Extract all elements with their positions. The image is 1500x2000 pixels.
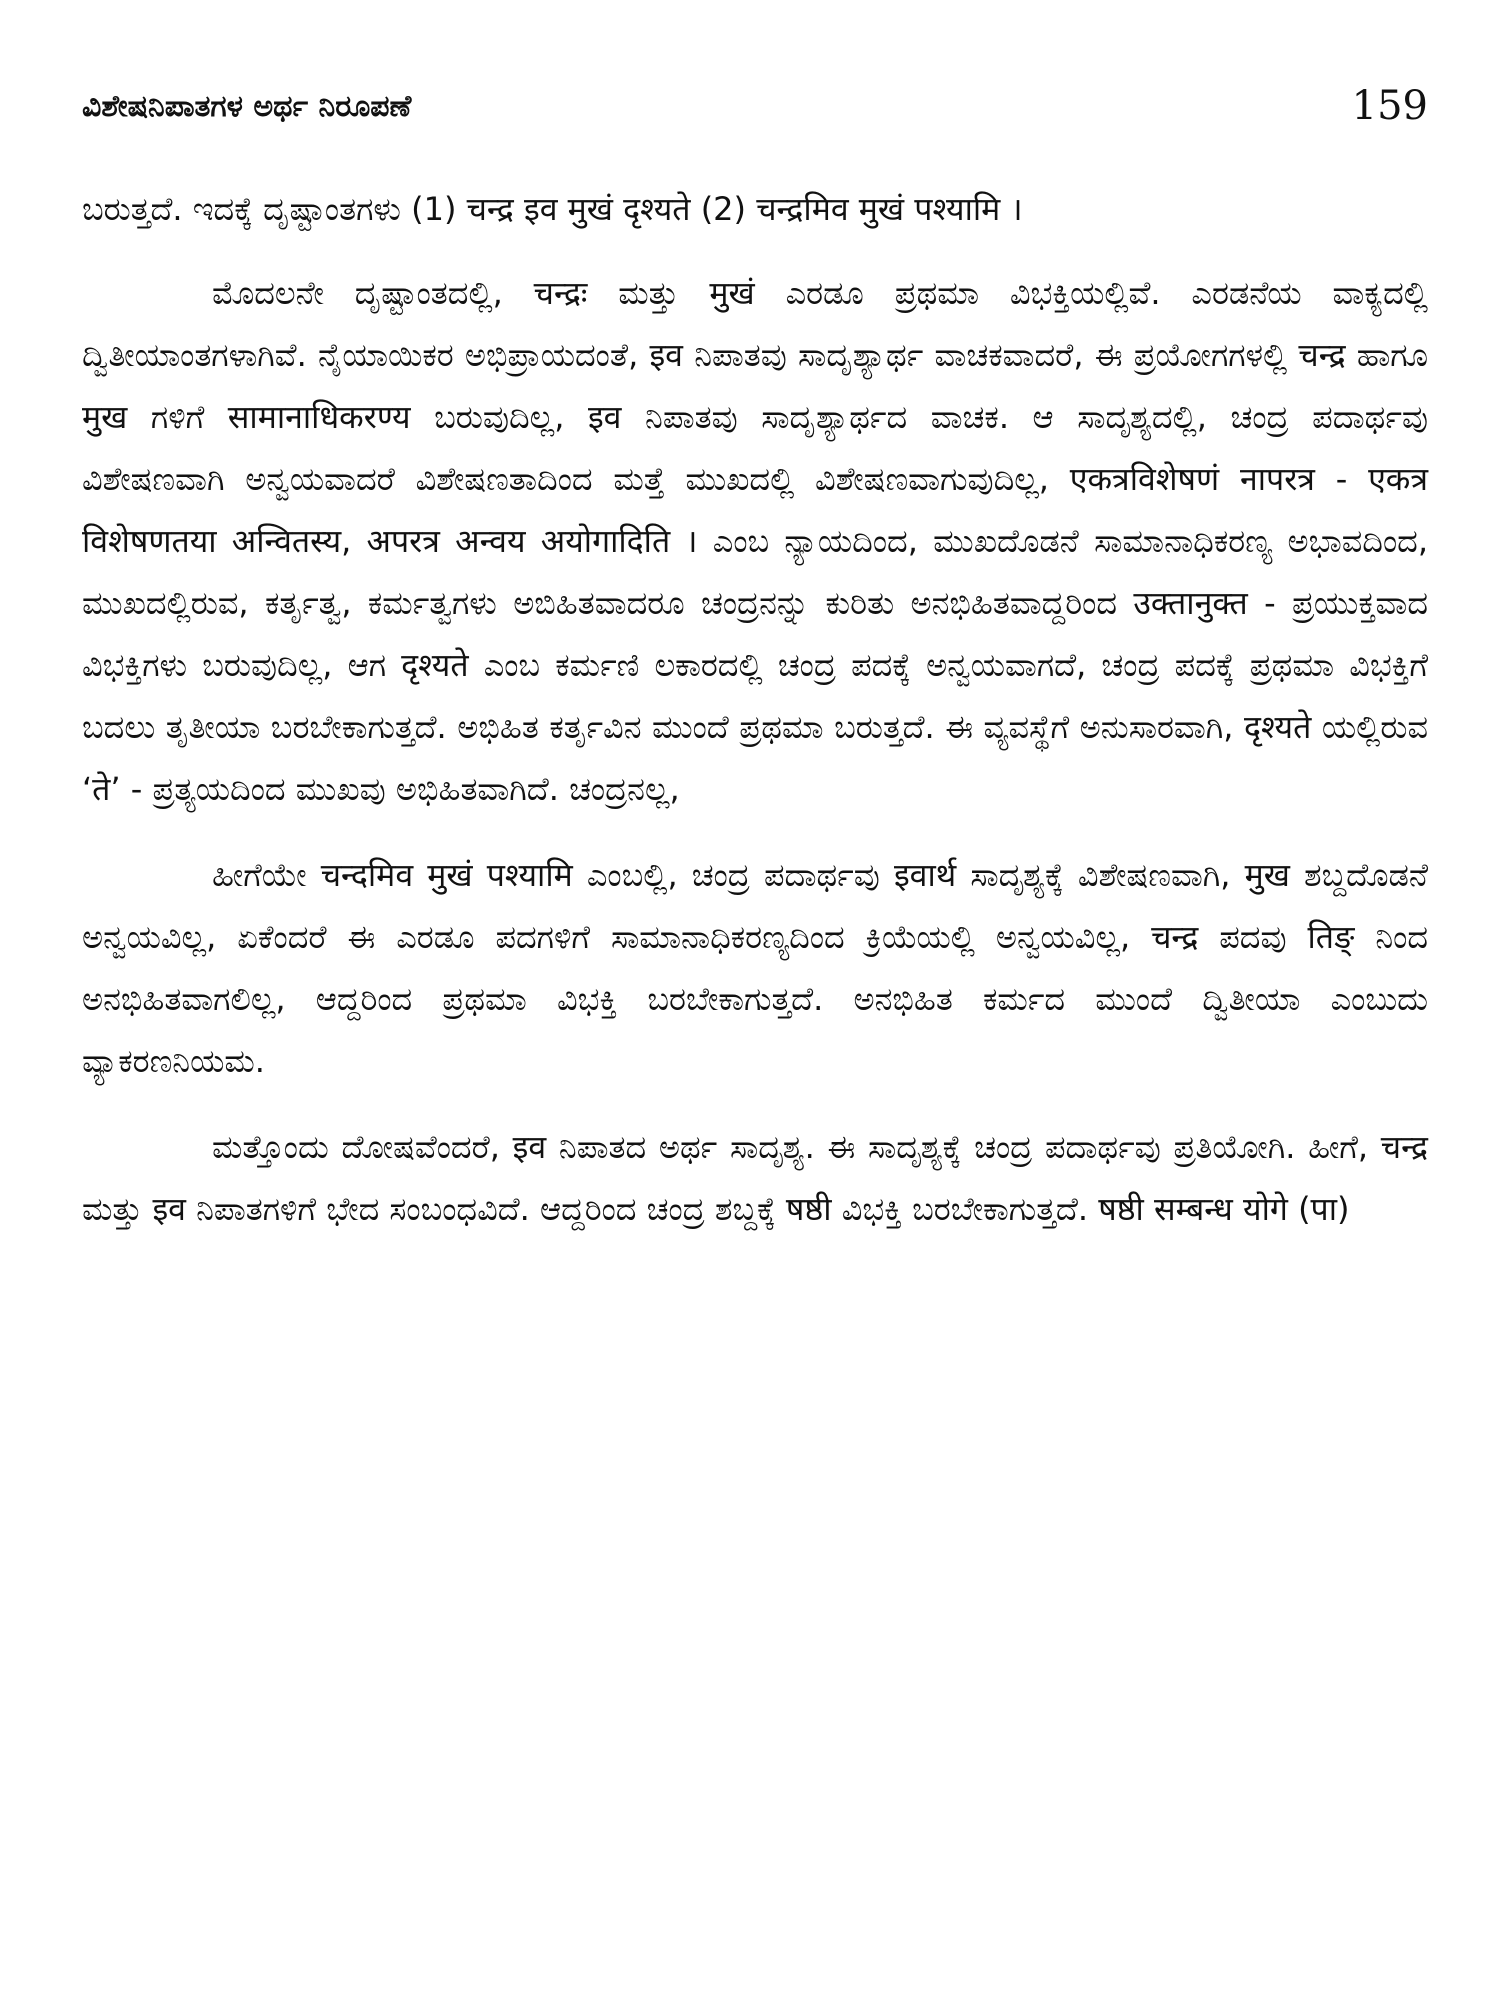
body-text (82, 178, 1428, 1264)
page-number: 159 (1351, 83, 1428, 129)
page-header (82, 78, 1428, 134)
paragraph-another-fault: ಮತ್ತೊಂದು ದೋಷವೆಂದರೆ, इव ನಿಪಾತದ ಅರ್ಥ ಸಾದೃಶ್ಯ. ಈ ಸಾದೃಶ್ಯಕ್ಕೆ ಚಂದ್ರ ಪದಾರ್ಥವು ಪ್ರತಿಯೋಗಿ. ಹೀಗೆ, चन्द्र ಮತ್ತು इव ನಿಪಾತಗಳಿಗೆ ಭೇದ ಸಂಬಂಧವಿದೆ. ಆದ್ದರಿಂದ ಚಂದ್ರ ಶಬ್ದಕ್ಕೆ षष्ठी ವಿಭಕ್ತಿ ಬರಬೇಕಾಗುತ್ತದೆ. षष्ठी सम्बन्ध योगे (पा) (82, 1128, 1428, 1228)
paragraph-continuation: ಬರುತ್ತದೆ. ಇದಕ್ಕೆ ದೃಷ್ಟಾಂತಗಳು (1) चन्द्र इव मुखं दृश्यते (2) चन्द्रमिव मुखं पश्यामि । (82, 190, 1023, 228)
paragraph-chandra-iva-analysis: ಮೊದಲನೇ ದೃಷ್ಟಾಂತದಲ್ಲಿ, चन्द्रः ಮತ್ತು मुखं ಎರಡೂ ಪ್ರಥಮಾ ವಿಭಕ್ತಿಯಲ್ಲಿವೆ. ಎರಡನೆಯ ವಾಕ್ಯದಲ್ಲಿ ದ್ವಿತೀಯಾಂತಗಳಾಗಿವೆ. ನೈಯಾಯಿಕರ ಅಭಿಪ್ರಾಯದಂತೆ, इव ನಿಪಾತವು ಸಾದೃಶ್ಯಾರ್ಥ ವಾಚಕವಾದರೆ, ಈ ಪ್ರಯೋಗಗಳಲ್ಲಿ चन्द्र ಹಾಗೂ मुख ಗಳಿಗೆ सामानाधिकरण्य ಬರುವುದಿಲ್ಲ, इव ನಿಪಾತವು ಸಾದೃಶ್ಯಾರ್ಥದ ವಾಚಕ. ಆ ಸಾದೃಶ್ಯದಲ್ಲಿ, ಚಂದ್ರ ಪದಾರ್ಥವು ವಿಶೇಷಣವಾಗಿ ಅನ್ವಯವಾದರೆ ವಿಶೇಷಣತಾದಿಂದ ಮತ್ತೆ ಮುಖದಲ್ಲಿ ವಿಶೇಷಣವಾಗುವುದಿಲ್ಲ, एकत्रविशेषणं नापरत्र - एकत्र विशेषणतया अन्वितस्य, अपरत्र अन्वय अयोगादिति । ಎಂಬ ನ್ಯಾಯದಿಂದ, ಮುಖದೊಡನೆ ಸಾಮಾನಾಧಿಕರಣ್ಯ ಅಭಾವದಿಂದ, ಮುಖದಲ್ಲಿರುವ, ಕರ್ತೃತ್ವ, ಕರ್ಮತ್ವಗಳು ಅಬಿಹಿತವಾದರೂ ಚಂದ್ರನನ್ನು ಕುರಿತು ಅನಭಿಹಿತವಾದ್ದರಿಂದ उक्तानुक्त - ಪ್ರಯುಕ್ತವಾದ ವಿಭಕ್ತಿಗಳು ಬರುವುದಿಲ್ಲ, ಆಗ दृश्यते ಎಂಬ ಕರ್ಮಣಿ ಲಕಾರದಲ್ಲಿ ಚಂದ್ರ ಪದಕ್ಕೆ ಅನ್ವಯವಾಗದೆ, ಚಂದ್ರ ಪದಕ್ಕೆ ಪ್ರಥಮಾ ವಿಭಕ್ತಿಗೆ ಬದಲು ತೃತೀಯಾ ಬರಬೇಕಾಗುತ್ತದೆ. ಅಭಿಹಿತ ಕರ್ತೃವಿನ ಮುಂದೆ ಪ್ರಥಮಾ ಬರುತ್ತದೆ. ಈ ವ್ಯವಸ್ಥೆಗೆ ಅನುಸಾರವಾಗಿ, दृश्यते ಯಲ್ಲಿರುವ ‘ते’ - ಪ್ರತ್ಯಯದಿಂದ ಮುಖವು ಅಭಿಹಿತವಾಗಿದೆ. ಚಂದ್ರನಲ್ಲ, (82, 274, 1428, 808)
running-title: ವಿಶೇಷನಿಪಾತಗಳ ಅರ್ಥ ನಿರೂಪಣೆ (82, 88, 412, 124)
paragraph-second-example: ಹೀಗೆಯೇ चन्दमिव मुखं पश्यामि ಎಂಬಲ್ಲಿ, ಚಂದ್ರ ಪದಾರ್ಥವು इवार्थ ಸಾದೃಶ್ಯಕ್ಕೆ ವಿಶೇಷಣವಾಗಿ, मुख ಶಬ್ದದೊಡನೆ ಅನ್ವಯವಿಲ್ಲ, ಏಕೆಂದರೆ ಈ ಎರಡೂ ಪದಗಳಿಗೆ ಸಾಮಾನಾಧಿಕರಣ್ಯದಿಂದ ಕ್ರಿಯೆಯಲ್ಲಿ ಅನ್ವಯವಿಲ್ಲ, चन्द्र ಪದವು तिङ् ನಿಂದ ಅನಭಿಹಿತವಾಗಲಿಲ್ಲ, ಆದ್ದರಿಂದ ಪ್ರಥಮಾ ವಿಭಕ್ತಿ ಬರಬೇಕಾಗುತ್ತದೆ. ಅನಭಿಹಿತ ಕರ್ಮದ ಮುಂದೆ ದ್ವಿತೀಯಾ ಎಂಬುದು ವ್ಯಾಕರಣನಿಯಮ. (82, 856, 1428, 1080)
